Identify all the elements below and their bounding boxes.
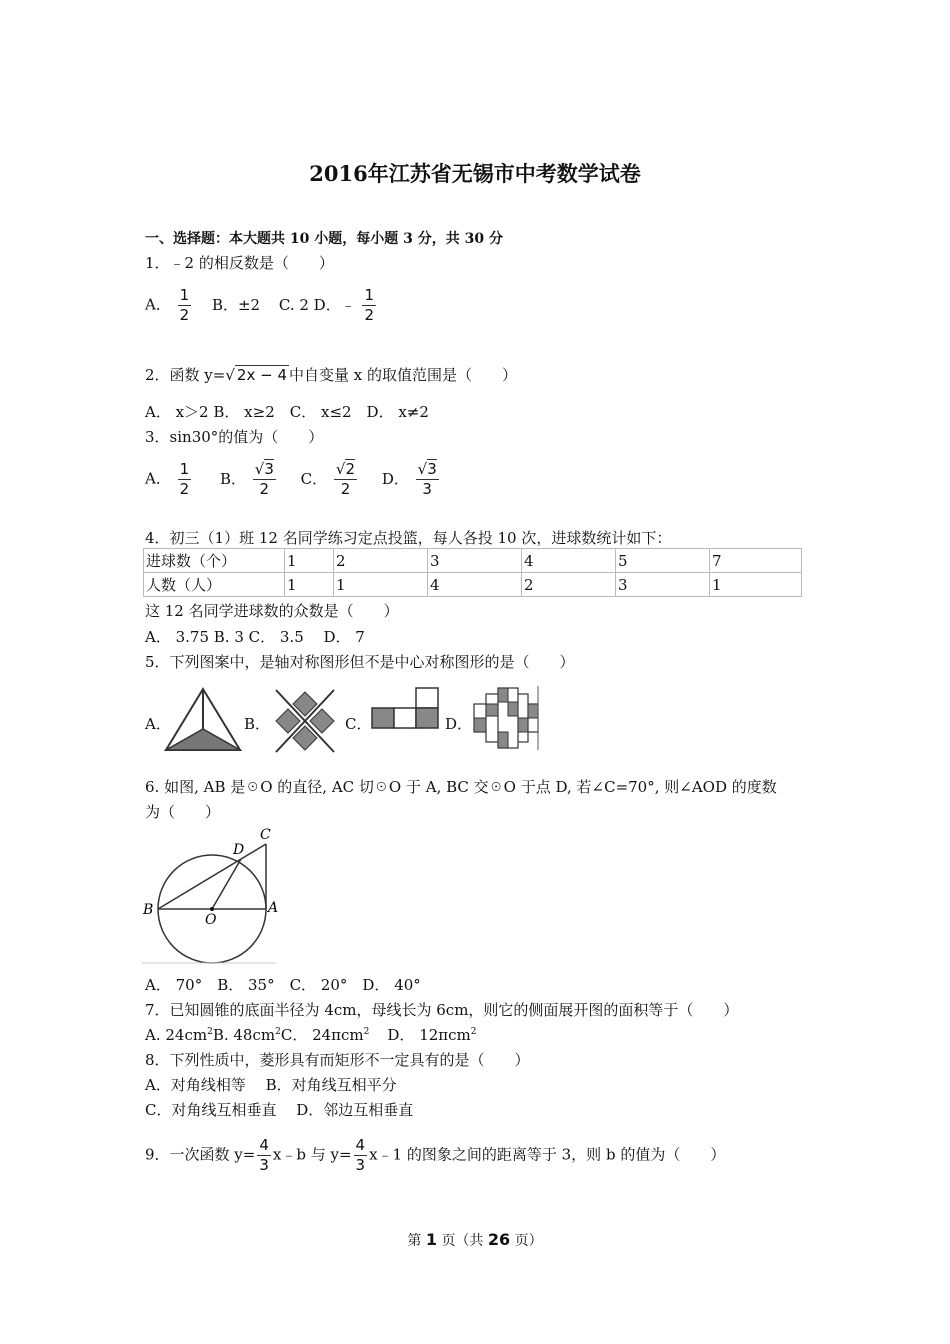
- q1-a-label: A．: [145, 295, 171, 314]
- q9-mid: x﹣b 与 y=: [272, 1145, 352, 1164]
- table-cell: 7: [710, 549, 802, 573]
- point-label-b: B: [143, 902, 154, 918]
- q8-options-cd: C．对角线互相垂直 D．邻边互相垂直: [145, 1101, 414, 1119]
- table-cell: 1: [710, 573, 802, 597]
- q3-d-fraction: $\frac{√3}{3}$: [417, 460, 437, 498]
- q3-b-label: B．: [219, 469, 246, 488]
- page-total: 26: [487, 1230, 511, 1249]
- table-cell: 2: [334, 549, 428, 573]
- q8-stem: 8．下列性质中，菱形具有而矩形不一定具有的是（ ）: [145, 1051, 530, 1069]
- table-cell: 4: [428, 573, 522, 597]
- q4-options: A． 3.75 B. 3 C． 3.5 D． 7: [145, 628, 365, 646]
- point-label-o: O: [205, 912, 217, 928]
- q1-b: B．±2: [211, 295, 261, 314]
- q7-d: D． 12πcm: [387, 1026, 471, 1044]
- page-title: 2016年江苏省无锡市中考数学试卷: [309, 161, 641, 186]
- q5-figure-c: [370, 686, 440, 732]
- q2-stem: [145, 364, 517, 385]
- page-number: 1: [425, 1230, 437, 1249]
- point-label-c: C: [260, 827, 271, 843]
- q5-figure-a: [164, 687, 242, 753]
- table-cell: 4: [522, 549, 616, 573]
- table-cell: 进球数（个）: [144, 549, 285, 573]
- q7-a: A. 24cm: [145, 1026, 208, 1044]
- q3-b-fraction: $\frac{√3}{2}$: [254, 460, 274, 498]
- q9-post: x﹣1 的图象之间的距离等于 3，则 b 的值为（ ）: [369, 1145, 726, 1164]
- table-row: [144, 549, 802, 573]
- table-cell: 1: [285, 549, 334, 573]
- q4-stem: 4．初三（1）班 12 名同学练习定点投篮，每人各投 10 次，进球数统计如下：: [145, 529, 672, 547]
- section-heading: 一、选择题：本大题共 10 小题，每小题 3 分，共 30 分: [145, 231, 503, 247]
- q9-fraction-2: $\frac{4}{3}$: [355, 1136, 366, 1174]
- q6-line1: 6. 如图, AB 是☉O 的直径, AC 切☉O 于 A, BC 交☉O 于点 D, 若∠C=70°, 则∠AOD 的度数: [145, 778, 777, 796]
- q5-figure-b: [270, 688, 340, 754]
- q5-d-label: D．: [445, 715, 473, 733]
- table-cell: 人数（人）: [144, 573, 285, 597]
- q5-figure-d: [470, 686, 542, 750]
- point-label-d: D: [233, 842, 245, 858]
- q2-pre: 2．函数 y=: [145, 366, 226, 384]
- q2-radicand: 2x − 4: [236, 366, 287, 384]
- q3-stem: 3．sin30°的值为（ ）: [145, 428, 324, 446]
- point-label-a: A: [268, 900, 279, 916]
- q5-stem: 5．下列图案中，是轴对称图形但不是中心对称图形的是（ ）: [145, 653, 575, 671]
- q7-options: A. $24cm^2B$. $48cm^2C$． 24πcm$^2$ D． 12πcm$^2$: [145, 1026, 477, 1044]
- q2-sqrt: √ 2x − 4: [225, 366, 287, 384]
- table-row: [144, 573, 802, 597]
- table-cell: 1: [334, 573, 428, 597]
- q6-line2: 为（ ）: [145, 803, 221, 821]
- q8-options-ab: A．对角线相等 B．对角线互相平分: [145, 1076, 397, 1094]
- table-cell: 3: [428, 549, 522, 573]
- q4-table: [143, 548, 802, 597]
- q5-c-label: C．: [345, 715, 372, 733]
- q2-options: A． x＞2 B． x≥2 C． x≤2 D． x≠2: [145, 403, 429, 421]
- q9-stem: [145, 1138, 725, 1173]
- q4-after: 这 12 名同学进球数的众数是（ ）: [145, 602, 399, 620]
- q5-a-label: A．: [145, 715, 171, 733]
- q7-b: B. 48cm: [212, 1026, 276, 1044]
- table-cell: 5: [616, 549, 710, 573]
- table-cell: 2: [522, 573, 616, 597]
- q6-figure: [142, 826, 282, 964]
- q3-d-label: D．: [381, 469, 409, 488]
- q3-a-fraction: $\frac{1}{2}$: [179, 460, 190, 498]
- q1-c: C. 2 D．﹣: [278, 295, 356, 314]
- q3-c-label: C．: [300, 469, 328, 488]
- q1-options: [145, 288, 378, 323]
- q6-options: A． 70° B． 35° C． 20° D． 40°: [145, 976, 421, 994]
- q7-stem: 7．已知圆锥的底面半径为 4cm，母线长为 6cm，则它的侧面展开图的面积等于（ ）: [145, 1001, 739, 1019]
- q1-a-fraction: $\frac{1}{2}$: [179, 286, 190, 324]
- q3-a-label: A．: [145, 469, 171, 488]
- page-footer: 第 1 页（共 26 页）: [407, 1230, 543, 1249]
- q5-b-label: B．: [244, 715, 271, 733]
- table-cell: 3: [616, 573, 710, 597]
- q9-fraction-1: $\frac{4}{3}$: [259, 1136, 269, 1174]
- q2-post: 中自变量 x 的取值范围是（ ）: [289, 366, 517, 384]
- q1-d-fraction: $\frac{1}{2}$: [364, 286, 375, 324]
- table-cell: 1: [285, 573, 334, 597]
- q3-c-fraction: $\frac{√2}{2}$: [335, 460, 356, 498]
- q7-c: C． 24πcm: [280, 1026, 364, 1044]
- q9-pre: 9．一次函数 y=: [145, 1145, 256, 1164]
- q1-stem: 1．﹣2 的相反数是（ ）: [145, 254, 334, 272]
- q3-options: [145, 462, 441, 497]
